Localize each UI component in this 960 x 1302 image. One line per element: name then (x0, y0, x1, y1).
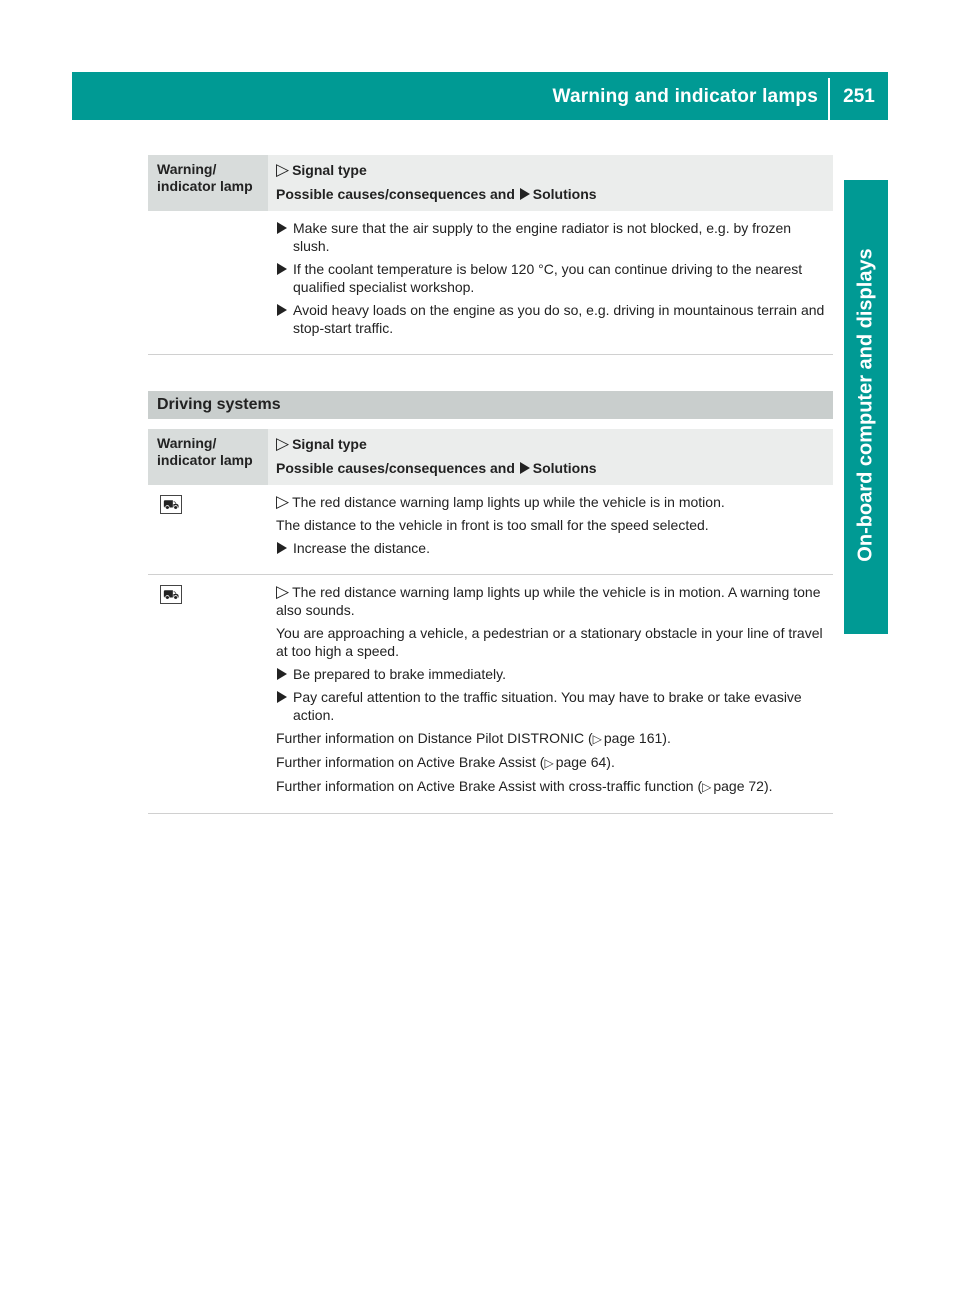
signal-text (276, 493, 827, 511)
signal-description: The red distance warning lamp lights up while the vehicle is in motion. (292, 494, 725, 510)
list-item (276, 665, 827, 683)
causes-label: Possible causes/consequences and (276, 186, 515, 202)
solution-arrow-icon (520, 188, 530, 200)
signal-description: The red distance warning lamp lights up while the vehicle is in motion. A warning tone also sounds. (276, 584, 821, 618)
reference-text: Further information on Distance Pilot DISTRONIC ( (276, 730, 593, 746)
coolant-table (148, 155, 833, 355)
list-item (276, 539, 827, 557)
description-column-header (268, 429, 833, 485)
signal-type-label: Signal type (292, 436, 367, 452)
list-item-text: Pay careful attention to the traffic situation. You may have to brake or take evasive action. (293, 689, 802, 723)
table-row (148, 575, 833, 814)
table-header-row (148, 429, 833, 485)
description-cell (268, 575, 833, 814)
page-number: 251 (843, 86, 875, 107)
page-reference-icon: ▷ (702, 780, 712, 794)
page-content (148, 155, 833, 814)
lamp-cell (148, 575, 268, 814)
page-reference-icon: ▷ (592, 732, 602, 746)
reference-text: Further information on Active Brake Assist with cross-traffic function ( (276, 778, 703, 794)
solution-arrow-icon (277, 691, 287, 703)
lamp-column-header: Warning/ indicator lamp (148, 429, 268, 485)
list-item-text: Be prepared to brake immediately. (293, 666, 506, 682)
list-item (276, 688, 827, 724)
solution-arrow-icon (277, 304, 287, 316)
lamp-column-header: Warning/ indicator lamp (148, 155, 268, 211)
description-column-header (268, 155, 833, 211)
signal-text (276, 583, 827, 619)
solution-arrow-icon (277, 542, 287, 554)
table-row (148, 485, 833, 575)
table-header-row (148, 155, 833, 211)
list-item (276, 219, 827, 255)
reference-text: ). (763, 778, 773, 794)
solution-arrow-icon (520, 462, 530, 474)
reference-text: Further information on Active Brake Assist ( (276, 754, 545, 770)
signal-triangle-icon: ▷ (276, 492, 290, 511)
list-item-text: Avoid heavy loads on the engine as you do so, e.g. driving in mountainous terrain and stop-start traffic. (293, 302, 825, 336)
distance-warning-lamp-icon: ⛟ (160, 585, 182, 604)
page-reference (276, 753, 827, 772)
page-reference-icon: ▷ (544, 756, 554, 770)
signal-type-label: Signal type (292, 162, 367, 178)
description-cell (268, 211, 833, 355)
solution-arrow-icon (277, 263, 287, 275)
distance-warning-lamp-icon: ⛟ (160, 495, 182, 514)
side-tab-marker (844, 590, 888, 634)
solutions-label: Solutions (532, 186, 597, 202)
signal-triangle-icon: ▷ (276, 582, 290, 601)
causes-label: Possible causes/consequences and (276, 460, 515, 476)
driving-systems-table (148, 429, 833, 814)
solutions-label: Solutions (532, 460, 597, 476)
page-header (72, 72, 888, 120)
cause-text: You are approaching a vehicle, a pedestrian or a stationary obstacle in your line of travel at too high a speed. (276, 625, 823, 659)
lamp-cell (148, 485, 268, 575)
table-row (148, 211, 833, 355)
list-item (276, 301, 827, 337)
page-reference (276, 777, 827, 796)
side-tab-label: On-board computer and displays (854, 248, 877, 562)
cause-text: The distance to the vehicle in front is too small for the speed selected. (276, 517, 709, 533)
lamp-cell (148, 211, 268, 355)
page-reference (276, 729, 827, 748)
reference-text: ). (606, 754, 615, 770)
page-link[interactable]: page 72 (713, 778, 764, 794)
solution-arrow-icon (277, 668, 287, 680)
signal-triangle-icon: ▷ (276, 434, 290, 453)
list-item (276, 260, 827, 296)
reference-text: ). (662, 730, 671, 746)
list-item-text: Make sure that the air supply to the engine radiator is not blocked, e.g. by frozen slush. (293, 220, 792, 254)
list-item-text: Increase the distance. (293, 540, 430, 556)
page-link[interactable]: page 161 (603, 730, 663, 746)
page-link[interactable]: page 64 (555, 754, 607, 770)
solution-arrow-icon (277, 222, 287, 234)
description-cell (268, 485, 833, 575)
list-item-text: If the coolant temperature is below 120 °C, you can continue driving to the nearest qualified specialist workshop. (293, 261, 803, 295)
signal-triangle-icon: ▷ (276, 160, 290, 179)
section-heading: Driving systems (148, 391, 833, 419)
header-title: Warning and indicator lamps (552, 86, 818, 107)
